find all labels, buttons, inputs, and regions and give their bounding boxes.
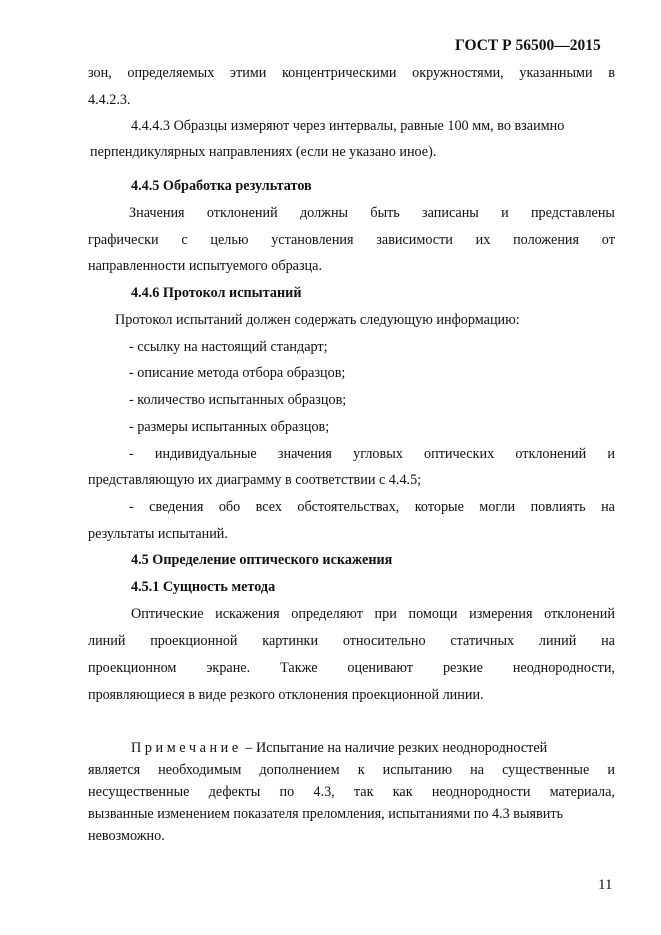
word: положения [513,232,580,248]
word: относительно [342,633,426,649]
note-label: Примечание [131,740,242,756]
word: - [129,499,134,515]
word: зависимости [376,232,453,248]
word: по [279,784,295,800]
word: экране. [206,660,251,676]
word: так [353,784,374,800]
text-line: Протокол испытаний должен содержать следующую информацию: [115,312,520,328]
text-line: 4.4.4.3 Образцы измеряют через интервалы, равные 100 мм, во взаимно [131,118,565,134]
text-line: проявляющиеся в виде резкого отклонения проекционной линии. [88,687,484,703]
word: 4.3, [313,784,335,800]
note-line: невозможно. [88,828,165,844]
section-heading: 4.4.5 Обработка результатов [131,178,312,194]
word: материала, [549,784,615,800]
note-line [131,740,547,757]
word: представлены [530,205,615,221]
word: статичных [450,633,515,649]
text-line [129,205,615,222]
word: отклонений [206,205,278,221]
word: дополнением [259,762,340,778]
word: и [607,762,615,778]
word: этими [229,65,267,81]
word: как [392,784,413,800]
word: проекционной [150,633,238,649]
word: линий [88,633,126,649]
word: необходимым [158,762,242,778]
section-heading: 4.5.1 Сущность метода [131,579,276,595]
word: графически [88,232,159,248]
word: - [129,446,134,462]
word: на [601,499,615,515]
word: Также [280,660,318,676]
word: индивидуальные [154,446,257,462]
word: записаны [422,205,479,221]
word: могли [479,499,516,515]
word: проекционном [88,660,177,676]
word: является [88,762,141,778]
word: в [608,65,615,81]
word: всех [255,499,282,515]
text-line [88,232,615,249]
list-item: - размеры испытанных образцов; [129,419,330,435]
note-line [88,784,615,801]
word: окружностями, [412,65,504,81]
word: концентрическими [281,65,397,81]
word: обо [218,499,241,515]
text-line [88,633,615,650]
word: угловых [353,446,403,462]
word: существенные [502,762,590,778]
word: повлиять [530,499,586,515]
note-text: – Испытание на наличие резких неоднородностей [241,740,548,756]
word: несущественные [88,784,190,800]
list-item: - описание метода отбора образцов; [129,365,346,381]
word: линий [538,633,577,649]
list-item [129,499,615,516]
word: на [601,633,615,649]
word: и [501,205,509,221]
word: которые [414,499,464,515]
word: быть [370,205,400,221]
word: испытанию [382,762,453,778]
standard-header: ГОСТ Р 56500—2015 [455,37,601,54]
page-number: 11 [598,877,613,893]
word: целью [210,232,249,248]
word: значения [277,446,332,462]
word: дефекты [208,784,261,800]
word: неоднородности, [512,660,615,676]
word: неоднородности [431,784,531,800]
word: определяемых [127,65,215,81]
word: должны [299,205,349,221]
word: к [357,762,365,778]
section-heading: 4.4.6 Протокол испытаний [131,285,302,301]
word: и [607,446,615,462]
word: указанными [519,65,593,81]
word: от [601,232,615,248]
word: с [181,232,188,248]
word: на [470,762,485,778]
word: Значения [129,205,185,221]
word: сведения [149,499,204,515]
text-line: направленности испытуемого образца. [88,258,322,274]
section-heading: 4.5 Определение оптического искажения [131,552,393,568]
list-item: - ссылку на настоящий стандарт; [129,339,328,355]
text-line [88,660,615,677]
word: резкие [442,660,483,676]
word: отклонений [515,446,587,462]
note-line [88,762,615,779]
word: зон, [88,65,112,81]
list-item: - количество испытанных образцов; [129,392,347,408]
word: установления [271,232,354,248]
text-line: результаты испытаний. [88,526,228,542]
text-line: Оптические искажения определяют при помощи измерения отклонений [131,606,615,622]
text-line [88,65,615,82]
word: обстоятельствах, [297,499,400,515]
word: их [475,232,491,248]
word: картинки [262,633,319,649]
word: оптических [424,446,495,462]
word: оценивают [347,660,414,676]
text-line: представляющую их диаграмму в соответствии с 4.4.5; [88,472,422,488]
text-line: 4.4.2.3. [88,92,131,108]
note-line: вызванные изменением показателя преломления, испытаниями по 4.3 выявить [88,806,564,822]
text-line: перпендикулярных направлениях (если не указано иное). [90,144,437,160]
list-item [129,446,615,463]
